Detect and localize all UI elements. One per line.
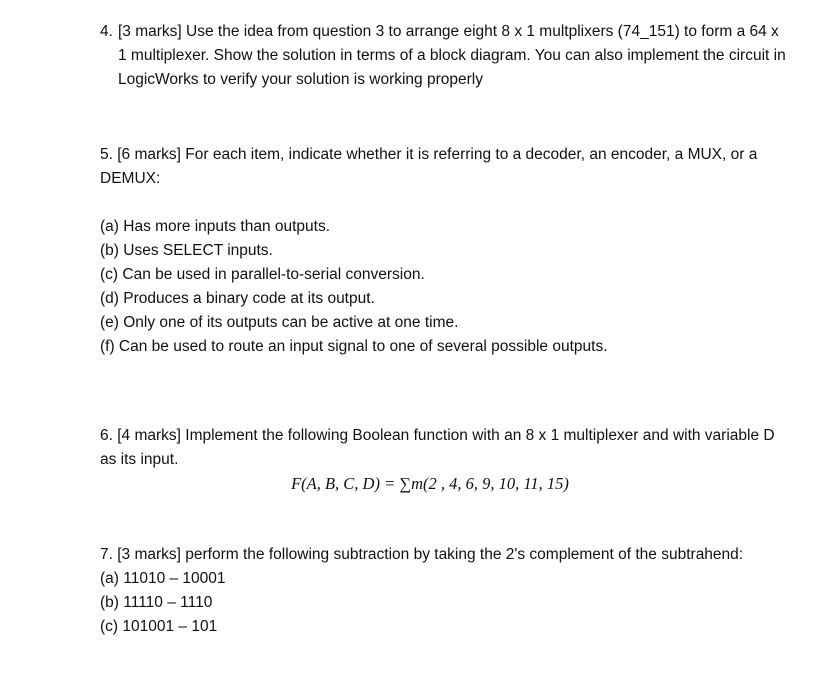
question-4 [100, 20, 790, 92]
question-5-text: 5. [6 marks] For each item, indicate whether it is referring to a decoder, an encoder, a MUX, or a DEMUX: [100, 146, 758, 187]
question-5-item-f: (f) Can be used to route an input signal to one of several possible outputs. [100, 338, 608, 355]
question-7-parts [100, 567, 790, 639]
boolean-function: F(A, B, C, D) = ∑m(2 , 4, 6, 9, 10, 11, 15) [291, 474, 569, 493]
question-5-item-c: (c) Can be used in parallel-to-serial conversion. [100, 266, 425, 283]
question-7-part-b: (b) 11110 – 1110 [100, 594, 213, 611]
question-5 [100, 143, 790, 359]
question-5-item-d: (d) Produces a binary code at its output. [100, 290, 375, 307]
question-4-number: 4. [100, 23, 113, 40]
question-5-items [100, 215, 790, 359]
question-5-item-a: (a) Has more inputs than outputs. [100, 218, 331, 235]
question-4-row [100, 20, 790, 92]
question-6-text: 6. [4 marks] Implement the following Boolean function with an 8 x 1 multiplexer and with variable D as its input. [100, 427, 775, 468]
question-5-item-e: (e) Only one of its outputs can be active at one time. [100, 314, 459, 331]
question-6 [100, 424, 790, 496]
question-4-text: [3 marks] Use the idea from question 3 to arrange eight 8 x 1 multplixers (74_151) to form a 64 x 1 multiplexer. Show the solution in terms of a block diagram. You can also implement the circuit in LogicWorks to verify your solution is working properly [118, 23, 786, 88]
question-7-part-a: (a) 11010 – 10001 [100, 570, 226, 587]
question-7-text: 7. [3 marks] perform the following subtraction by taking the 2's complement of the subtrahend: [100, 546, 744, 563]
question-5-item-b: (b) Uses SELECT inputs. [100, 242, 273, 259]
question-7-part-c: (c) 101001 – 101 [100, 618, 218, 635]
question-7 [100, 543, 790, 639]
